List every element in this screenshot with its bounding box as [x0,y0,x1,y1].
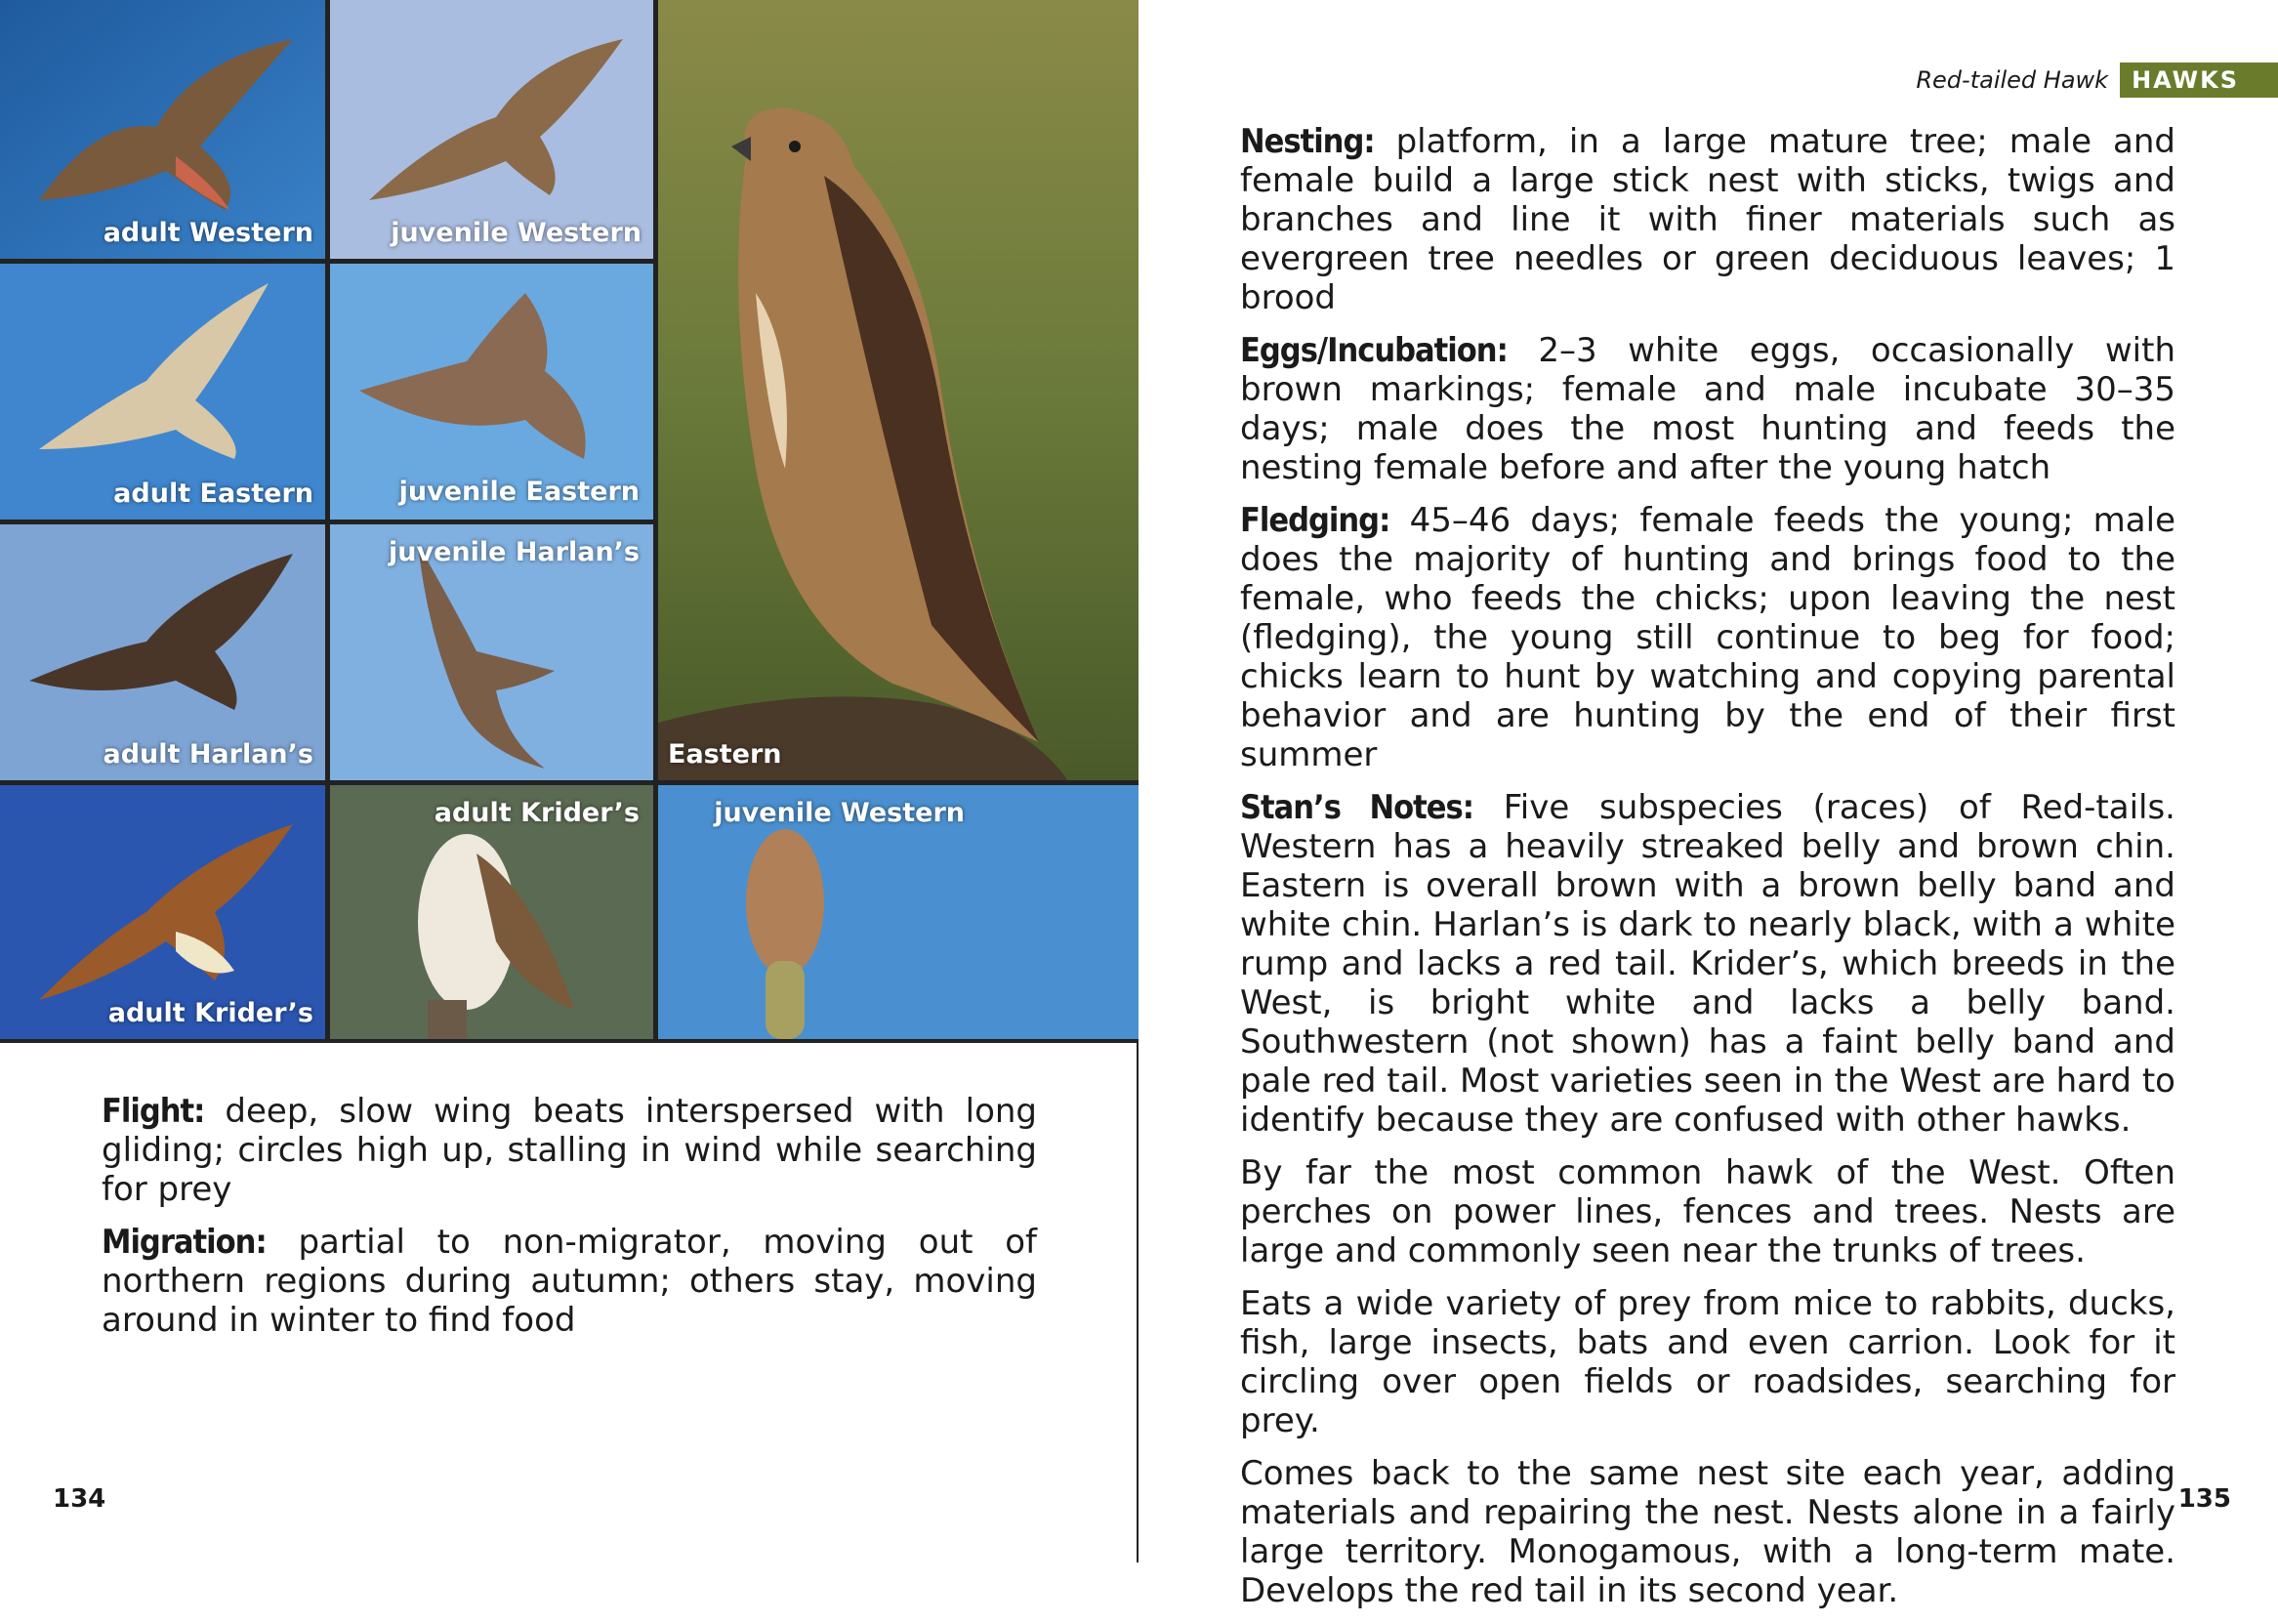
eggs-text: 2–3 white eggs, occasionally with brown markings; female and male incubate 30–35 days; male does the most hunting and feeds the nesting female before and after the young hatch [1240,331,2175,487]
fledging-text: 45–46 days; female feeds the young; male does the majority of hunting and brings food to the female, who feeds the chicks; upon leaving the nest (fledging), the young still continue to beg for food; chicks learn to hunt by watching and copying parental behavior and are hunting by the end of their first summer [1240,501,2175,774]
photo-adult-kriders-perched [330,785,653,1039]
photo-juvenile-eastern [330,264,653,520]
flight-paragraph [102,1092,1037,1209]
photo-juvenile-western-perched [658,785,1139,1039]
notes-text: Five subspecies (races) of Red-tails. Western has a heavily streaked belly and brown chin. Eastern is overall brown with a brown belly band and white chin. Harlan’s is dark to nearly black, with a white rump and lacks a red tail. Krider’s, which breeds in the West, is bright white and lacks a belly band. Southwestern (not shown) has a faint belly band and pale red tail. Most varieties seen in the West are hard to identify because they are confused with other hawks. [1240,788,2175,1140]
nesting-label: Nesting: [1240,122,1375,161]
body-paragraph-2: Eats a wide variety of prey from mice to rabbits, ducks, fish, large insects, bats and even carrion. Look for it circling over open fields or roadsides, searching for prey. [1240,1284,2175,1440]
hawk-perched-icon [658,0,1139,780]
photo-juvenile-western [330,0,653,259]
photo-caption: juvenile Harlan’s [389,537,640,567]
photo-grid [0,0,1139,1043]
eggs-label: Eggs/Incubation: [1240,331,1508,370]
photo-adult-eastern [0,264,325,520]
photo-caption: Eastern [668,739,782,770]
photo-adult-harlans [0,524,325,780]
photo-caption: adult Eastern [113,479,313,509]
fledging-paragraph [1240,501,2175,774]
page-number: 134 [53,1484,106,1514]
photo-caption: adult Western [103,218,313,248]
photo-adult-western [0,0,325,259]
header-group-tab: HAWKS [2120,62,2278,98]
photo-caption: juvenile Western [391,218,642,248]
notes-label: Stan’s Notes: [1240,788,1473,827]
migration-text: partial to non-migrator, moving out of northern regions during autumn; others stay, moving around in winter to find food [102,1223,1037,1340]
photo-juvenile-harlans [330,524,653,780]
fledging-label: Fledging: [1240,501,1390,540]
photo-caption: adult Krider’s [434,798,640,828]
flight-label: Flight: [102,1092,205,1131]
right-text [1240,122,2175,1624]
notes-paragraph [1240,788,2175,1140]
photo-adult-kriders-flying [0,785,325,1039]
left-text [102,1092,1037,1353]
migration-label: Migration: [102,1223,267,1262]
running-header [1916,62,2278,98]
photo-caption: adult Krider’s [107,998,313,1028]
nesting-text: platform, in a large mature tree; male and female build a large stick nest with sticks, twigs and branches and line it with finer materials such as evergreen tree needles or green deciduous leaves; 1 brood [1240,122,2175,317]
flight-text: deep, slow wing beats interspersed with long gliding; circles high up, stalling in wind while searching for prey [102,1092,1037,1209]
body-paragraph-3: Comes back to the same nest site each year, adding materials and repairing the nest. Nests alone in a fairly large territory. Monogamous, with a long-term mate. Develops the red tail in its second year. [1240,1454,2175,1610]
photo-caption: juvenile Western [714,798,965,828]
nesting-paragraph [1240,122,2175,317]
migration-paragraph [102,1223,1037,1340]
header-species: Red-tailed Hawk [1916,66,2109,94]
photo-caption: adult Harlan’s [103,739,313,770]
eggs-paragraph [1240,331,2175,487]
page-number: 135 [2177,1484,2231,1514]
body-paragraph-1: By far the most common hawk of the West. Often perches on power lines, fences and trees. Nests are large and commonly seen near the trunks of trees. [1240,1153,2175,1270]
photo-eastern-large [658,0,1139,780]
photo-caption: juvenile Eastern [398,477,640,507]
left-page [0,0,1139,1562]
